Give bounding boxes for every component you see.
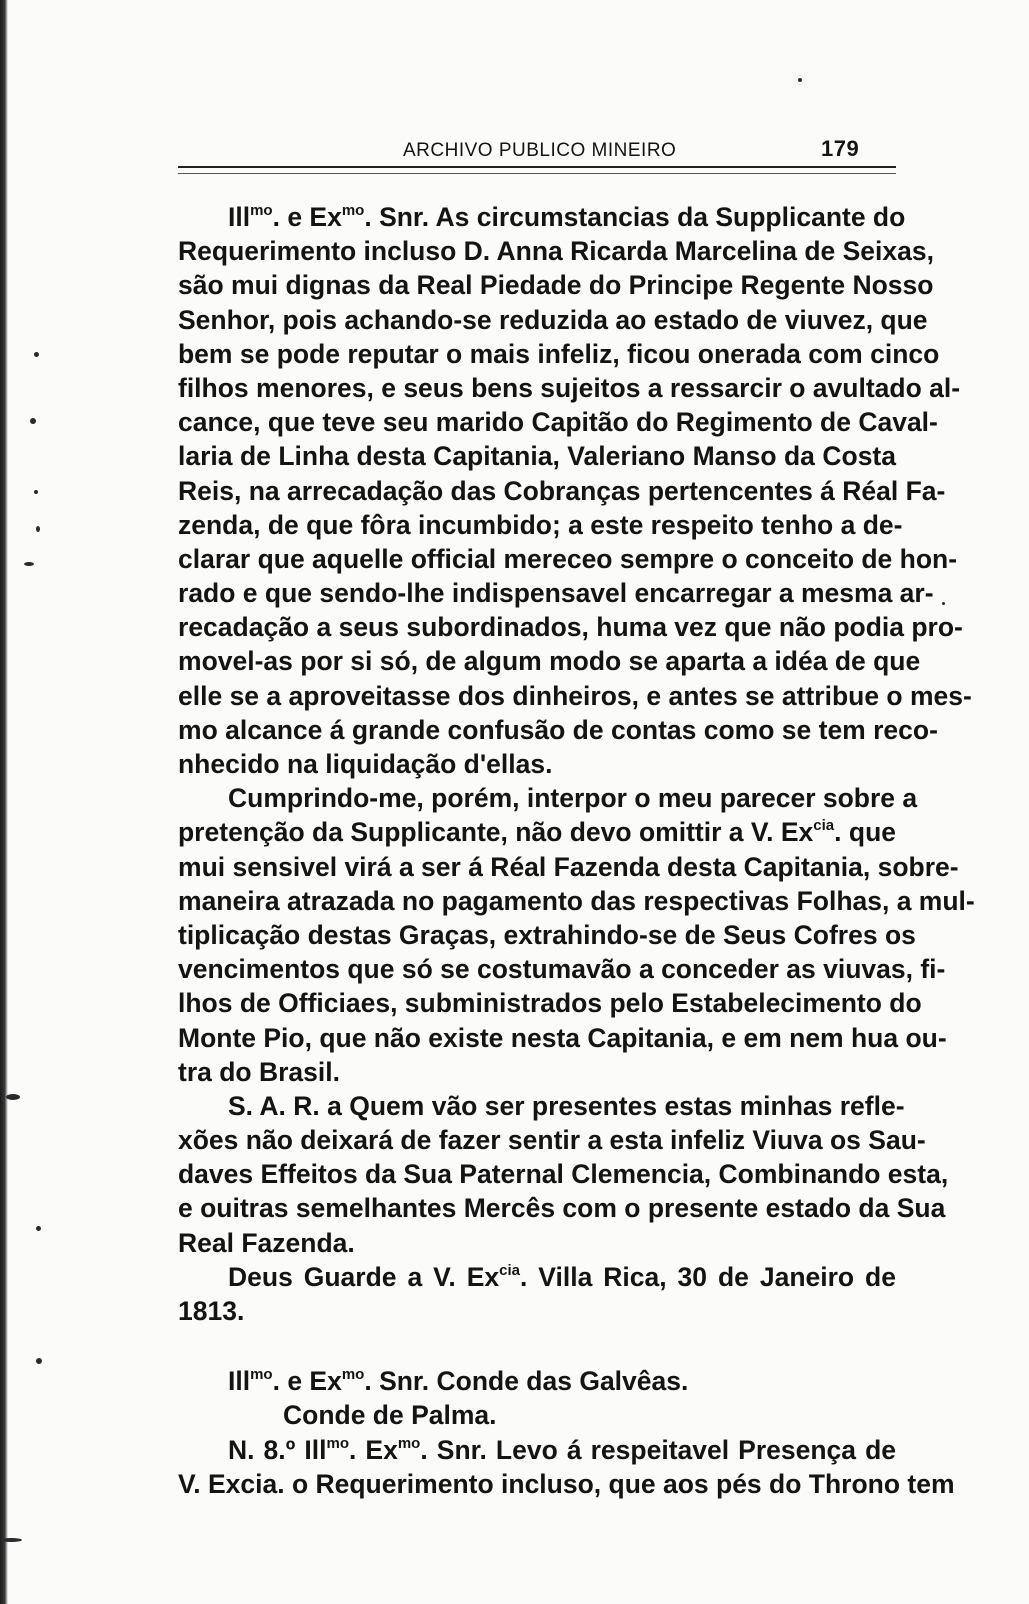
header-rule [178, 166, 896, 174]
scan-speck [798, 78, 802, 82]
page-number: 179 [821, 136, 860, 161]
text-line: Deus Guarde a V. $Ex^{cia}$. Villa Rica, 30 de Janeiro de [228, 1261, 896, 1292]
scan-speck [36, 1358, 42, 1364]
text-line: Senhor, pois achando-se reduzida ao estado de viuvez, que [178, 304, 928, 335]
scan-speck [36, 526, 40, 532]
text-line: S. A. R. a Quem vão ser presentes estas minhas refle- [228, 1090, 905, 1121]
body-text [178, 200, 975, 1501]
scan-speck [34, 490, 38, 494]
text-line: e ouitras semelhantes Mercês com o presente estado da Sua [178, 1193, 946, 1224]
scan-speck [36, 1226, 41, 1231]
text-line: laria de Linha desta Capitania, Valeriano Manso da Costa [178, 441, 896, 472]
running-title: ARCHIVO PUBLICO MINEIRO [403, 140, 677, 161]
spacer [178, 1328, 896, 1364]
text-line: movel-as por si só, de algum modo se aparta a idéa de que [178, 646, 921, 677]
text-line: Real Fazenda. [178, 1227, 355, 1258]
text-line: cance, que teve seu marido Capitão do Regimento de Caval- [178, 407, 938, 438]
text-line: xões não deixará de fazer sentir a esta infeliz Viuva os Sau- [178, 1125, 926, 1156]
text-line: tra do Brasil. [178, 1056, 340, 1087]
text-line: rado e que sendo-lhe indispensavel encarregar a mesma ar- [178, 578, 934, 609]
text-line: nhecido na liquidação d'ellas. [178, 749, 553, 779]
text-line: 1813. [178, 1296, 245, 1326]
text-line: N. 8.º Ill$^{mo}$. $Ex^{mo}$. Snr. Levo á respeitavel Presença de [228, 1434, 897, 1465]
scan-speck [942, 602, 945, 605]
text-line: pretenção da Supplicante, não devo omittir a V. $Ex^{cia}$. que [178, 817, 897, 848]
text-line: maneira atrazada no pagamento das respectivas Folhas, a mul- [178, 885, 975, 916]
running-header [178, 136, 896, 166]
scan-speck [24, 562, 34, 566]
page-spine-shadow [0, 0, 8, 1604]
address-line: Ill$^{mo}$. e $Ex^{mo}$. Snr. Conde das Galvêas. [228, 1366, 689, 1397]
text-line: são mui dignas da Real Piedade do Principe Regente Nosso [178, 270, 934, 301]
signature: Conde de Palma. [283, 1400, 497, 1431]
text-line: vencimentos que só se costumavão a conceder as viuvas, fi- [178, 954, 946, 985]
text-line: mui sensivel virá a ser á Réal Fazenda desta Capitania, sobre- [178, 851, 959, 882]
text-line: bem se pode reputar o mais infeliz, ficou onerada com cinco [178, 338, 940, 369]
text-line: Requerimento incluso D. Anna Ricarda Marcelina de Seixas, [178, 236, 934, 267]
scan-speck [6, 1094, 20, 1100]
text-line: Monte Pio, que não existe nesta Capitania, e em nem hua ou- [178, 1022, 947, 1053]
text-line: mo alcance á grande confusão de contas como se tem reco- [178, 714, 938, 745]
text-line: Ill$^{mo}$. e $Ex^{mo}$. Snr. As circumstancias da Supplicante do [228, 202, 906, 232]
text-line: zenda, de que fôra incumbido; a este respeito tenho a de- [178, 509, 903, 540]
text-line: daves Effeitos da Sua Paternal Clemencia, Combinando esta, [178, 1159, 949, 1190]
text-line: recadação a seus subordinados, huma vez que não podia pro- [178, 612, 963, 643]
scan-speck [34, 352, 39, 357]
text-line: clarar que aquelle official mereceo sempre o conceito de hon- [178, 543, 958, 574]
text-line: Reis, na arrecadação das Cobranças pertencentes á Réal Fa- [178, 475, 946, 506]
text-line: elle se a aproveitasse dos dinheiros, e antes se attribue o mes- [178, 680, 972, 711]
text-line: lhos de Officiaes, subministrados pelo Estabelecimento do [178, 988, 922, 1019]
text-line: Cumprindo-me, porém, interpor o meu parecer sobre a [228, 783, 918, 814]
scan-speck [30, 418, 36, 424]
scan-speck [0, 1538, 22, 1542]
text-line: tiplicação destas Graças, extrahindo-se de Seus Cofres os [178, 919, 916, 950]
text-line: filhos menores, e seus bens sujeitos a ressarcir o avultado al- [178, 372, 961, 403]
text-line: V. Excia. o Requerimento incluso, que aos pés do Throno tem [178, 1468, 955, 1499]
